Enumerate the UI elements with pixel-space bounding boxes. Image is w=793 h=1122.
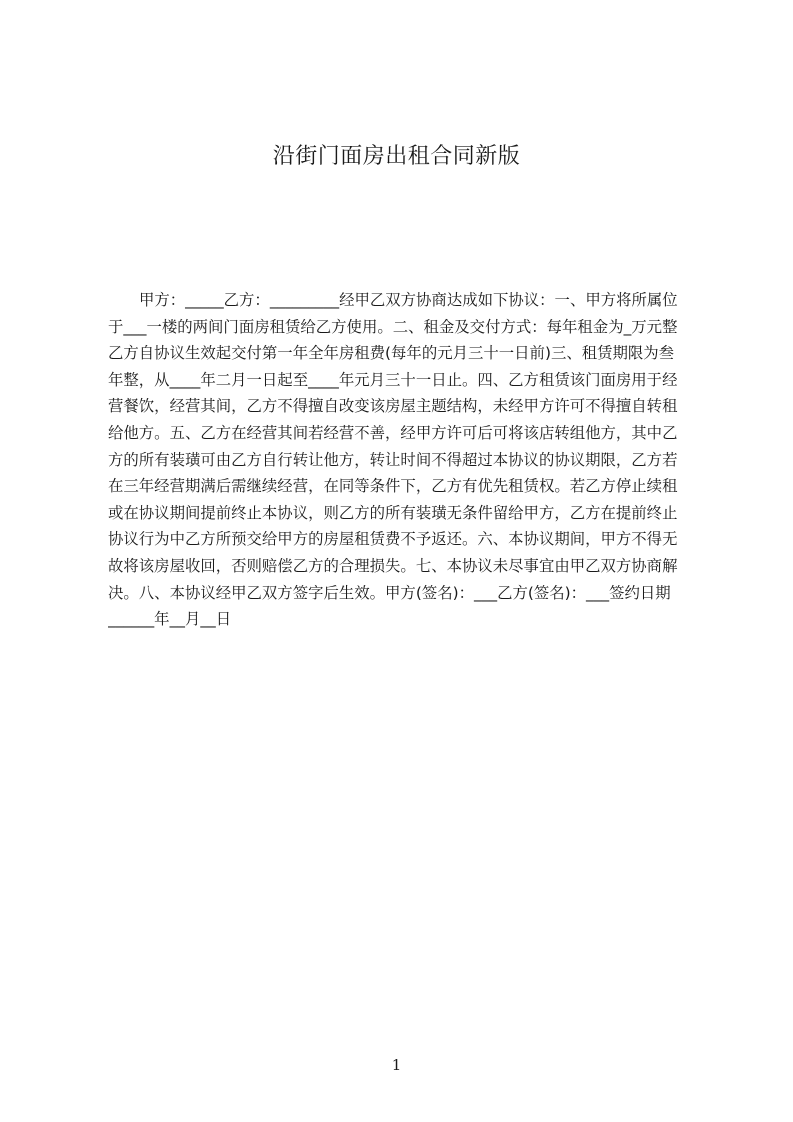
contract-line: 决。八、本协议经甲乙双方签字后生效。甲方(签名)：___乙方(签名)：___签约日期 xyxy=(108,583,671,602)
contract-line: 方的所有装璜可由乙方自行转让他方，转让时间不得超过本协议的协议期限，乙方若 xyxy=(108,450,678,469)
contract-line: 给他方。五、乙方在经营其间若经营不善，经甲方许可后可将该店转组他方，其中乙 xyxy=(108,423,678,442)
contract-line: 在三年经营期满后需继续经营，在同等条件下，乙方有优先租赁权。若乙方停止续租 xyxy=(108,477,678,496)
contract-line: 年整，从____年二月一日起至____年元月三十一日止。四、乙方租赁该门面房用于经 xyxy=(108,370,678,389)
page-number: 1 xyxy=(391,1056,402,1074)
contract-line: 营餐饮，经营其间，乙方不得擅自改变该房屋主题结构，未经甲方许可不得擅自转租 xyxy=(108,397,678,416)
contract-line: 甲方：_____乙方：_________经甲乙双方协商达成如下协议：一、甲方将所属位 xyxy=(139,291,678,309)
contract-body xyxy=(108,287,696,633)
contract-line: 乙方自协议生效起交付第一年全年房租费(每年的元月三十一日前)三、租赁期限为叁 xyxy=(108,344,675,363)
contract-line: 协议行为中乙方所预交给甲方的房屋租赁费不予返还。六、本协议期间，甲方不得无 xyxy=(108,530,678,549)
contract-line: 故将该房屋收回，否则赔偿乙方的合理损失。七、本协议未尽事宜由甲乙双方协商解 xyxy=(108,556,678,575)
document-title: 沿街门面房出租合同新版 xyxy=(272,144,521,169)
contract-line: 于___一楼的两间门面房租赁给乙方使用。二、租金及交付方式：每年租金为_万元整 xyxy=(108,317,678,336)
contract-line: 或在协议期间提前终止本协议，则乙方的所有装璜无条件留给甲方，乙方在提前终止 xyxy=(108,503,678,522)
contract-line: ______年__月__日 xyxy=(108,610,232,629)
